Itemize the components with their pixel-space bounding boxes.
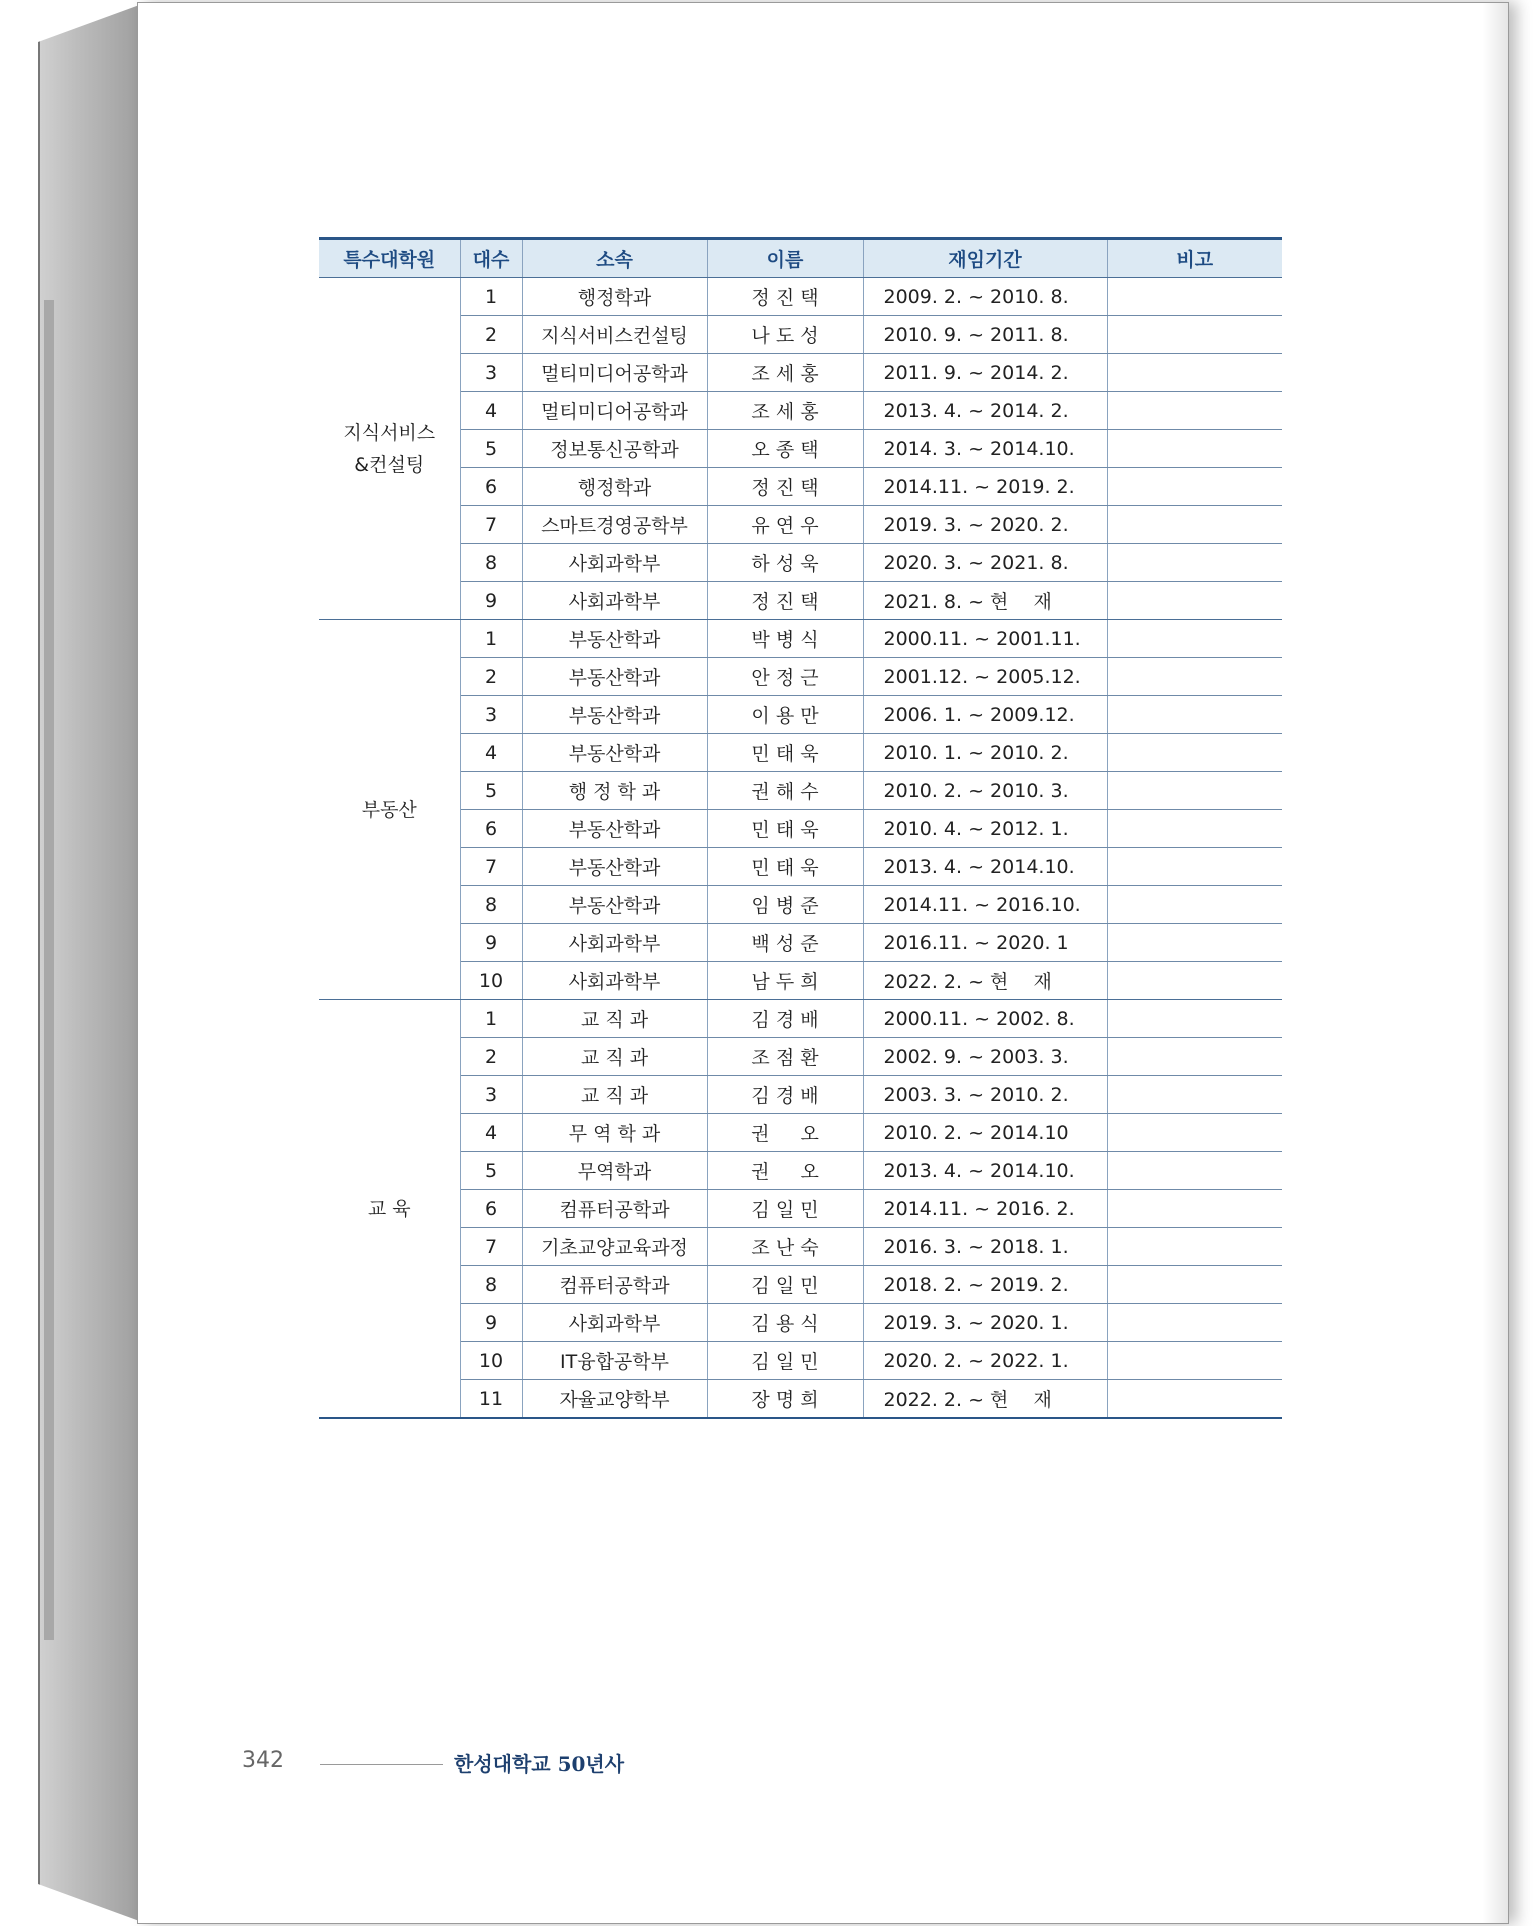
term-number-cell: 10 [460,1342,522,1380]
department-cell: 부동산학과 [522,620,707,658]
term-number-cell: 6 [460,810,522,848]
name-cell: 권 오 [707,1114,863,1152]
term-number-cell: 11 [460,1380,522,1419]
tenure-period-cell: 2000.11. ~ 2001.11. [863,620,1107,658]
term-number-cell: 7 [460,1228,522,1266]
name-cell: 민 태 욱 [707,848,863,886]
name-cell: 정 진 택 [707,582,863,620]
remarks-cell [1107,316,1282,354]
department-cell: 부동산학과 [522,886,707,924]
term-number-cell: 3 [460,696,522,734]
remarks-cell [1107,1114,1282,1152]
tenure-period-cell: 2016.11. ~ 2020. 1 [863,924,1107,962]
tenure-period-cell: 2013. 4. ~ 2014.10. [863,848,1107,886]
table-row [319,468,1282,506]
page-footer [242,1748,942,1778]
header-tenure-period: 재임기간 [863,239,1107,278]
department-cell: 사회과학부 [522,1304,707,1342]
table-row [319,772,1282,810]
name-cell: 유 연 우 [707,506,863,544]
table-header-row [319,239,1282,278]
department-cell: 컴퓨터공학과 [522,1266,707,1304]
term-number-cell: 5 [460,430,522,468]
tenure-period-cell: 2020. 2. ~ 2022. 1. [863,1342,1107,1380]
remarks-cell [1107,1190,1282,1228]
table-row [319,544,1282,582]
table-row [319,1076,1282,1114]
department-cell: 행정학과 [522,278,707,316]
term-number-cell: 8 [460,1266,522,1304]
table-row [319,734,1282,772]
remarks-cell [1107,1038,1282,1076]
book-title: 한성대학교 50년사 [454,1752,625,1776]
tenure-period-cell: 2010. 2. ~ 2010. 3. [863,772,1107,810]
department-cell: 멀티미디어공학과 [522,392,707,430]
tenure-period-cell: 2010. 1. ~ 2010. 2. [863,734,1107,772]
department-cell: 교 직 과 [522,1076,707,1114]
term-number-cell: 2 [460,1038,522,1076]
term-number-cell: 5 [460,1152,522,1190]
table-row [319,1304,1282,1342]
tenure-period-cell: 2003. 3. ~ 2010. 2. [863,1076,1107,1114]
name-cell: 조 난 숙 [707,1228,863,1266]
term-number-cell: 1 [460,278,522,316]
department-cell: 정보통신공학과 [522,430,707,468]
name-cell: 조 세 홍 [707,354,863,392]
table-row [319,1152,1282,1190]
table-row [319,506,1282,544]
table-row [319,658,1282,696]
table-row [319,582,1282,620]
term-number-cell: 6 [460,468,522,506]
name-cell: 권 해 수 [707,772,863,810]
term-number-cell: 3 [460,1076,522,1114]
name-cell: 백 성 준 [707,924,863,962]
tenure-period-cell: 2009. 2. ~ 2010. 8. [863,278,1107,316]
table-row [319,1190,1282,1228]
department-cell: 사회과학부 [522,582,707,620]
term-number-cell: 7 [460,506,522,544]
department-cell: 사회과학부 [522,544,707,582]
remarks-cell [1107,1076,1282,1114]
table-row [319,848,1282,886]
tenure-period-cell: 2022. 2. ~ 현 재 [863,962,1107,1000]
term-number-cell: 10 [460,962,522,1000]
remarks-cell [1107,1304,1282,1342]
name-cell: 김 경 배 [707,1076,863,1114]
tenure-period-cell: 2019. 3. ~ 2020. 1. [863,1304,1107,1342]
tenure-period-cell: 2014.11. ~ 2016.10. [863,886,1107,924]
table-row [319,392,1282,430]
department-cell: 멀티미디어공학과 [522,354,707,392]
term-number-cell: 2 [460,658,522,696]
department-cell: 사회과학부 [522,924,707,962]
remarks-cell [1107,924,1282,962]
name-cell: 하 성 욱 [707,544,863,582]
name-cell: 나 도 성 [707,316,863,354]
name-cell: 오 종 택 [707,430,863,468]
page-shade [1482,3,1508,1923]
page-number: 342 [242,1748,284,1773]
remarks-cell [1107,1266,1282,1304]
tenure-period-cell: 2013. 4. ~ 2014.10. [863,1152,1107,1190]
department-cell: 컴퓨터공학과 [522,1190,707,1228]
name-cell: 권 오 [707,1152,863,1190]
group-name: 부동산 [319,620,460,1000]
table-row [319,1000,1282,1038]
header-remarks: 비고 [1107,239,1282,278]
term-number-cell: 8 [460,544,522,582]
remarks-cell [1107,772,1282,810]
remarks-cell [1107,1228,1282,1266]
name-cell: 김 일 민 [707,1266,863,1304]
department-cell: 행정학과 [522,468,707,506]
tenure-period-cell: 2010. 9. ~ 2011. 8. [863,316,1107,354]
name-cell: 민 태 욱 [707,734,863,772]
tenure-period-cell: 2019. 3. ~ 2020. 2. [863,506,1107,544]
table-row [319,316,1282,354]
table-row [319,354,1282,392]
tenure-period-cell: 2014.11. ~ 2019. 2. [863,468,1107,506]
tenure-period-cell: 2010. 4. ~ 2012. 1. [863,810,1107,848]
department-cell: 부동산학과 [522,658,707,696]
term-number-cell: 1 [460,1000,522,1038]
department-cell: 자율교양학부 [522,1380,707,1419]
remarks-cell [1107,620,1282,658]
department-cell: 교 직 과 [522,1000,707,1038]
group-name: 지식서비스 &컨설팅 [319,278,460,620]
name-cell: 장 명 희 [707,1380,863,1419]
tenure-period-cell: 2002. 9. ~ 2003. 3. [863,1038,1107,1076]
term-number-cell: 4 [460,1114,522,1152]
tenure-period-cell: 2011. 9. ~ 2014. 2. [863,354,1107,392]
remarks-cell [1107,468,1282,506]
term-number-cell: 9 [460,582,522,620]
term-number-cell: 3 [460,354,522,392]
header-name: 이름 [707,239,863,278]
term-number-cell: 4 [460,734,522,772]
department-cell: 기초교양교육과정 [522,1228,707,1266]
name-cell: 박 병 식 [707,620,863,658]
department-cell: 지식서비스컨설팅 [522,316,707,354]
table-row [319,1266,1282,1304]
name-cell: 안 정 근 [707,658,863,696]
name-cell: 이 용 만 [707,696,863,734]
remarks-cell [1107,1000,1282,1038]
tenure-period-cell: 2013. 4. ~ 2014. 2. [863,392,1107,430]
term-number-cell: 9 [460,1304,522,1342]
tenure-period-cell: 2001.12. ~ 2005.12. [863,658,1107,696]
tenure-period-cell: 2014.11. ~ 2016. 2. [863,1190,1107,1228]
name-cell: 김 경 배 [707,1000,863,1038]
tenure-period-cell: 2006. 1. ~ 2009.12. [863,696,1107,734]
header-term-number: 대수 [460,239,522,278]
table-row [319,1038,1282,1076]
remarks-cell [1107,1380,1282,1419]
department-cell: 무역학과 [522,1152,707,1190]
department-cell: 부동산학과 [522,696,707,734]
term-number-cell: 7 [460,848,522,886]
remarks-cell [1107,392,1282,430]
name-cell: 임 병 준 [707,886,863,924]
tenure-period-cell: 2018. 2. ~ 2019. 2. [863,1266,1107,1304]
remarks-cell [1107,848,1282,886]
tenure-period-cell: 2010. 2. ~ 2014.10 [863,1114,1107,1152]
table-row [319,1114,1282,1152]
table-row [319,696,1282,734]
name-cell: 김 일 민 [707,1190,863,1228]
name-cell: 정 진 택 [707,278,863,316]
term-number-cell: 8 [460,886,522,924]
department-cell: 부동산학과 [522,734,707,772]
department-cell: 사회과학부 [522,962,707,1000]
term-number-cell: 6 [460,1190,522,1228]
department-cell: 부동산학과 [522,848,707,886]
tenure-period-cell: 2016. 3. ~ 2018. 1. [863,1228,1107,1266]
department-cell: 무 역 학 과 [522,1114,707,1152]
department-cell: IT융합공학부 [522,1342,707,1380]
remarks-cell [1107,430,1282,468]
name-cell: 조 점 환 [707,1038,863,1076]
table-row [319,620,1282,658]
name-cell: 남 두 희 [707,962,863,1000]
tenure-period-cell: 2014. 3. ~ 2014.10. [863,430,1107,468]
remarks-cell [1107,506,1282,544]
remarks-cell [1107,1152,1282,1190]
department-cell: 스마트경영공학부 [522,506,707,544]
table-row [319,886,1282,924]
book-side-inner-edge [44,300,54,1640]
department-cell: 행 정 학 과 [522,772,707,810]
table-row [319,1380,1282,1419]
table-row [319,1228,1282,1266]
group-name: 교 육 [319,1000,460,1419]
tenure-period-cell: 2000.11. ~ 2002. 8. [863,1000,1107,1038]
table-row [319,924,1282,962]
dean-history-table [319,237,1282,1419]
department-cell: 부동산학과 [522,810,707,848]
name-cell: 김 일 민 [707,1342,863,1380]
header-department: 소속 [522,239,707,278]
term-number-cell: 9 [460,924,522,962]
department-cell: 교 직 과 [522,1038,707,1076]
remarks-cell [1107,696,1282,734]
remarks-cell [1107,810,1282,848]
table-row [319,1342,1282,1380]
tenure-period-cell: 2020. 3. ~ 2021. 8. [863,544,1107,582]
remarks-cell [1107,962,1282,1000]
name-cell: 조 세 홍 [707,392,863,430]
remarks-cell [1107,886,1282,924]
term-number-cell: 5 [460,772,522,810]
remarks-cell [1107,1342,1282,1380]
name-cell: 민 태 욱 [707,810,863,848]
table-row [319,278,1282,316]
term-number-cell: 1 [460,620,522,658]
table-row [319,962,1282,1000]
tenure-period-cell: 2021. 8. ~ 현 재 [863,582,1107,620]
name-cell: 김 용 식 [707,1304,863,1342]
remarks-cell [1107,544,1282,582]
header-graduate-school: 특수대학원 [319,239,460,278]
term-number-cell: 2 [460,316,522,354]
term-number-cell: 4 [460,392,522,430]
table-row [319,430,1282,468]
remarks-cell [1107,734,1282,772]
remarks-cell [1107,582,1282,620]
name-cell: 정 진 택 [707,468,863,506]
footer-divider [320,1764,443,1765]
tenure-period-cell: 2022. 2. ~ 현 재 [863,1380,1107,1419]
remarks-cell [1107,354,1282,392]
remarks-cell [1107,658,1282,696]
remarks-cell [1107,278,1282,316]
table-row [319,810,1282,848]
table-body [319,278,1282,1419]
